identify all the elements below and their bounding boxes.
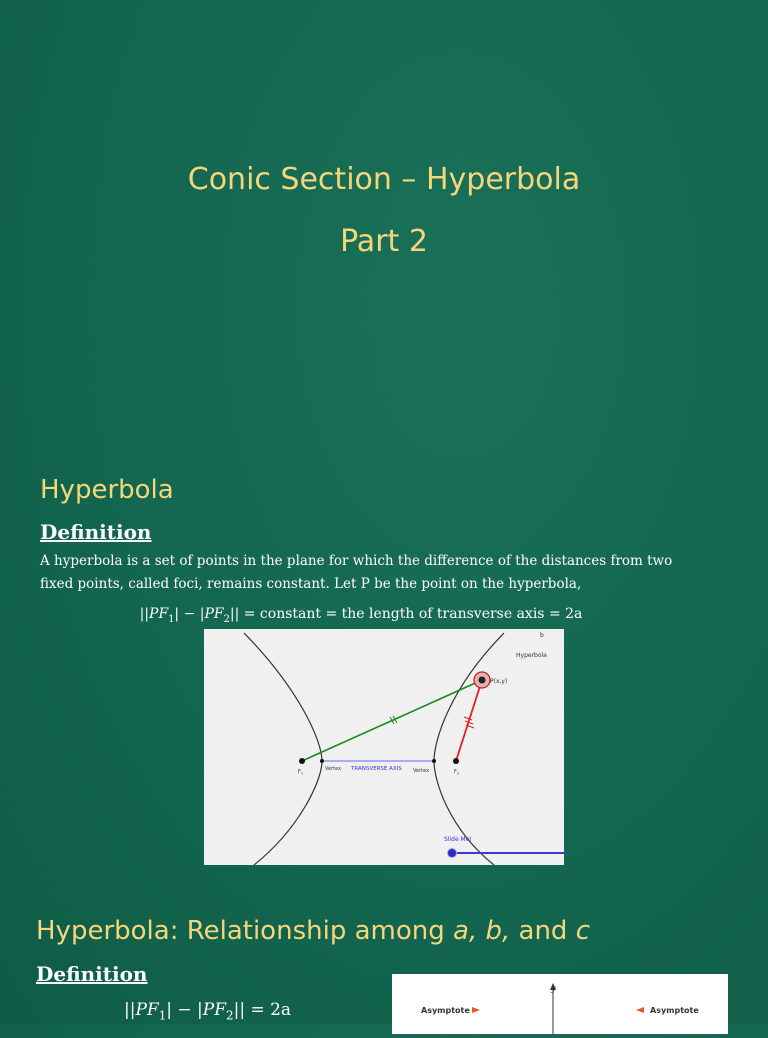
definition-text: A hyperbola is a set of points in the plane for which the difference of the distances from two fixed points, called foci, remains constant. Let P be the point on the hyperbola, xyxy=(40,553,673,592)
vertex-right-point xyxy=(432,759,436,763)
label-vertex-left: Vertex xyxy=(325,766,342,772)
hyperbola-left-branch xyxy=(244,633,322,865)
definition-label: Definition xyxy=(40,520,152,544)
slider-handle[interactable] xyxy=(448,849,457,858)
focus-f2-point xyxy=(453,758,459,764)
hyperbola-heading: Hyperbola xyxy=(40,475,174,505)
asymptote-diagram xyxy=(392,974,728,1034)
hyperbola-diagram-svg xyxy=(204,629,564,865)
asymptote-right-arrow xyxy=(636,1007,644,1013)
asymptote-left-arrow xyxy=(472,1007,480,1013)
label-b: b xyxy=(540,632,544,639)
label-f1: $F_1$ xyxy=(298,769,304,776)
asymptote-diagram-svg xyxy=(392,974,728,1034)
point-p[interactable] xyxy=(479,677,486,684)
definition-formula: $||PF_1| - |PF_2||$ = constant = the length of transverse axis = 2a xyxy=(139,606,583,625)
hyperbola-right-branch xyxy=(434,633,504,865)
label-point-p: P(x,y) xyxy=(490,678,508,685)
vertex-left-point xyxy=(320,759,324,763)
label-transverse-axis: TRANSVERSE AXIS xyxy=(351,766,402,772)
definition-label-2: Definition xyxy=(36,962,148,986)
hyperbola-diagram xyxy=(204,629,564,865)
label-f2: $F_2$ xyxy=(454,769,460,776)
label-asymptote-right: Asymptote xyxy=(650,1006,699,1015)
relationship-heading: Hyperbola: Relationship among a, b, and c xyxy=(36,916,590,946)
label-vertex-right: Vertex xyxy=(413,768,430,774)
label-hyperbola: Hyperbola xyxy=(516,652,547,659)
label-asymptote-left: Asymptote xyxy=(421,1006,470,1015)
pf2-line xyxy=(456,680,482,761)
focus-f1-point xyxy=(299,758,305,764)
definition-formula-2: $||PF_1| - |PF_2|| = 2a$ xyxy=(124,1000,292,1023)
label-y: y xyxy=(551,984,556,993)
slide-subtitle: Part 2 xyxy=(340,224,428,259)
slide-title: Conic Section – Hyperbola xyxy=(187,162,581,197)
slider-label: Slide Me! xyxy=(444,836,472,843)
